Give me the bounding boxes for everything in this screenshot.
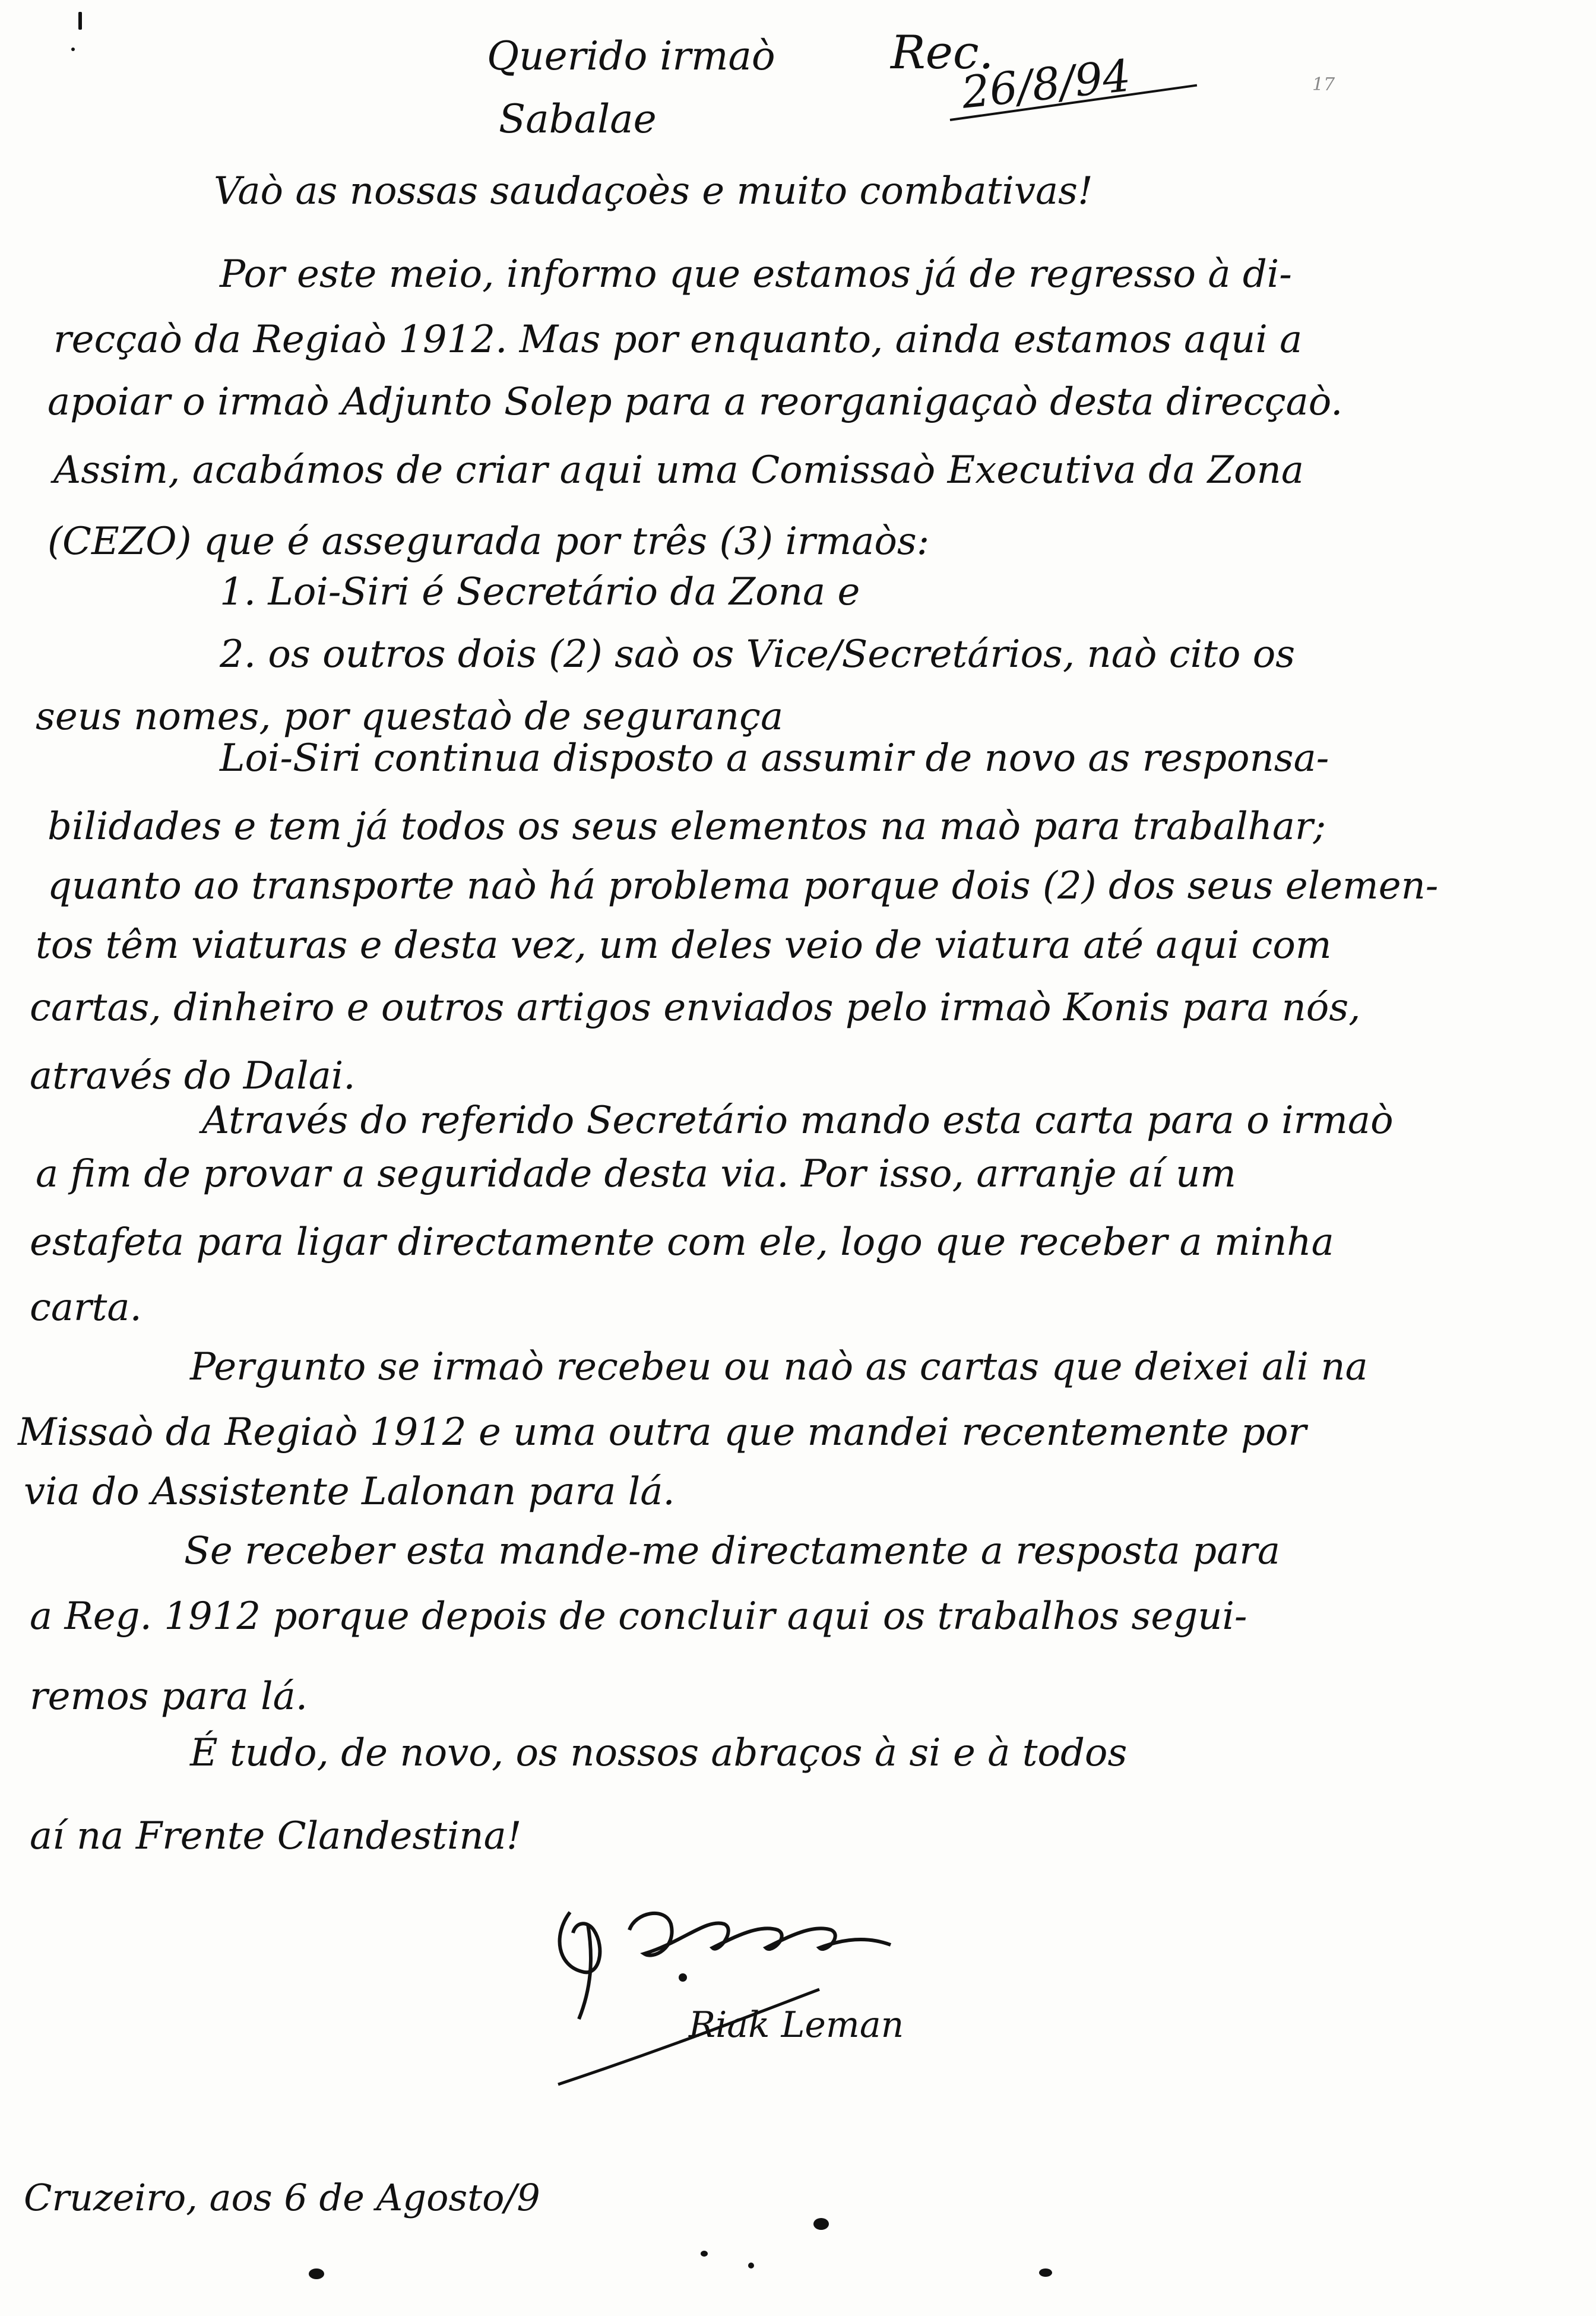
- handwritten-signature: [534, 1888, 986, 2102]
- body-line: Por este meio, informo que estamos já de regresso à di-: [220, 252, 1292, 296]
- body-line: a Reg. 1912 porque depois de concluir aqui os trabalhos segui-: [30, 1594, 1247, 1638]
- body-line: Através do referido Secretário mando esta carta para o irmaò: [202, 1099, 1394, 1143]
- body-line: Vaò as nossas saudaçoès e muito combativas!: [214, 169, 1093, 213]
- scan-speck: [78, 12, 82, 30]
- recipient-name: Sabalae: [499, 96, 657, 142]
- body-line: tos têm viaturas e desta vez, um deles veio de viatura até aqui com: [36, 923, 1332, 967]
- body-line: Se receber esta mande-me directamente a resposta para: [184, 1529, 1280, 1573]
- body-line: (CEZO) que é assegurada por três (3) irmaòs:: [48, 520, 930, 564]
- body-line: 1. Loi-Siri é Secretário da Zona e: [220, 570, 860, 614]
- body-line: via do Assistente Lalonan para lá.: [24, 1470, 675, 1514]
- body-line: estafeta para ligar directamente com ele, logo que receber a minha: [30, 1220, 1334, 1264]
- scan-speck: [309, 2268, 324, 2279]
- body-line: cartas, dinheiro e outros artigos enviados pelo irmaò Konis para nós,: [30, 986, 1361, 1030]
- place-and-date: Cruzeiro, aos 6 de Agosto/9: [24, 2176, 540, 2219]
- body-line: 2. os outros dois (2) saò os Vice/Secretários, naò cito os: [220, 632, 1296, 676]
- salutation: Querido irmaò: [487, 33, 775, 79]
- body-line: apoiar o irmaò Adjunto Solep para a reorganigaçaò desta direcçaò.: [48, 380, 1343, 424]
- body-line: Missaò da Regiaò 1912 e uma outra que mandei recentemente por: [18, 1410, 1307, 1454]
- page-mark: 17: [1312, 74, 1335, 95]
- body-line: Loi-Siri continua disposto a assumir de novo as responsa-: [220, 736, 1329, 780]
- received-date: 26/8/94: [959, 50, 1133, 119]
- scan-speck: [71, 48, 75, 51]
- body-line: remos para lá.: [30, 1675, 308, 1719]
- scan-speck: [748, 2263, 754, 2268]
- body-line: seus nomes, por questaò de segurança: [36, 695, 784, 739]
- body-line: Pergunto se irmaò recebeu ou naò as cartas que deixei ali na: [190, 1345, 1368, 1389]
- body-line: recçaò da Regiaò 1912. Mas por enquanto, ainda estamos aqui a: [53, 318, 1303, 362]
- body-line: a fim de provar a seguridade desta via. Por isso, arranje aí um: [36, 1152, 1236, 1196]
- body-line: É tudo, de novo, os nossos abraços à si e à todos: [190, 1731, 1128, 1775]
- scan-speck: [813, 2218, 829, 2230]
- scan-speck: [701, 2251, 708, 2257]
- received-label: Rec.: [891, 26, 994, 80]
- body-line: quanto ao transporte naò há problema porque dois (2) dos seus elemen-: [48, 864, 1439, 908]
- body-line: bilidades e tem já todos os seus elementos na maò para trabalhar;: [48, 805, 1326, 849]
- body-line: carta.: [30, 1286, 142, 1330]
- signatory-name: Riak Leman: [689, 2004, 904, 2046]
- body-line: Assim, acabámos de criar aqui uma Comissaò Executiva da Zona: [53, 448, 1304, 492]
- scan-speck: [1039, 2268, 1052, 2277]
- body-line: aí na Frente Clandestina!: [30, 1814, 522, 1858]
- body-line: através do Dalai.: [30, 1054, 356, 1098]
